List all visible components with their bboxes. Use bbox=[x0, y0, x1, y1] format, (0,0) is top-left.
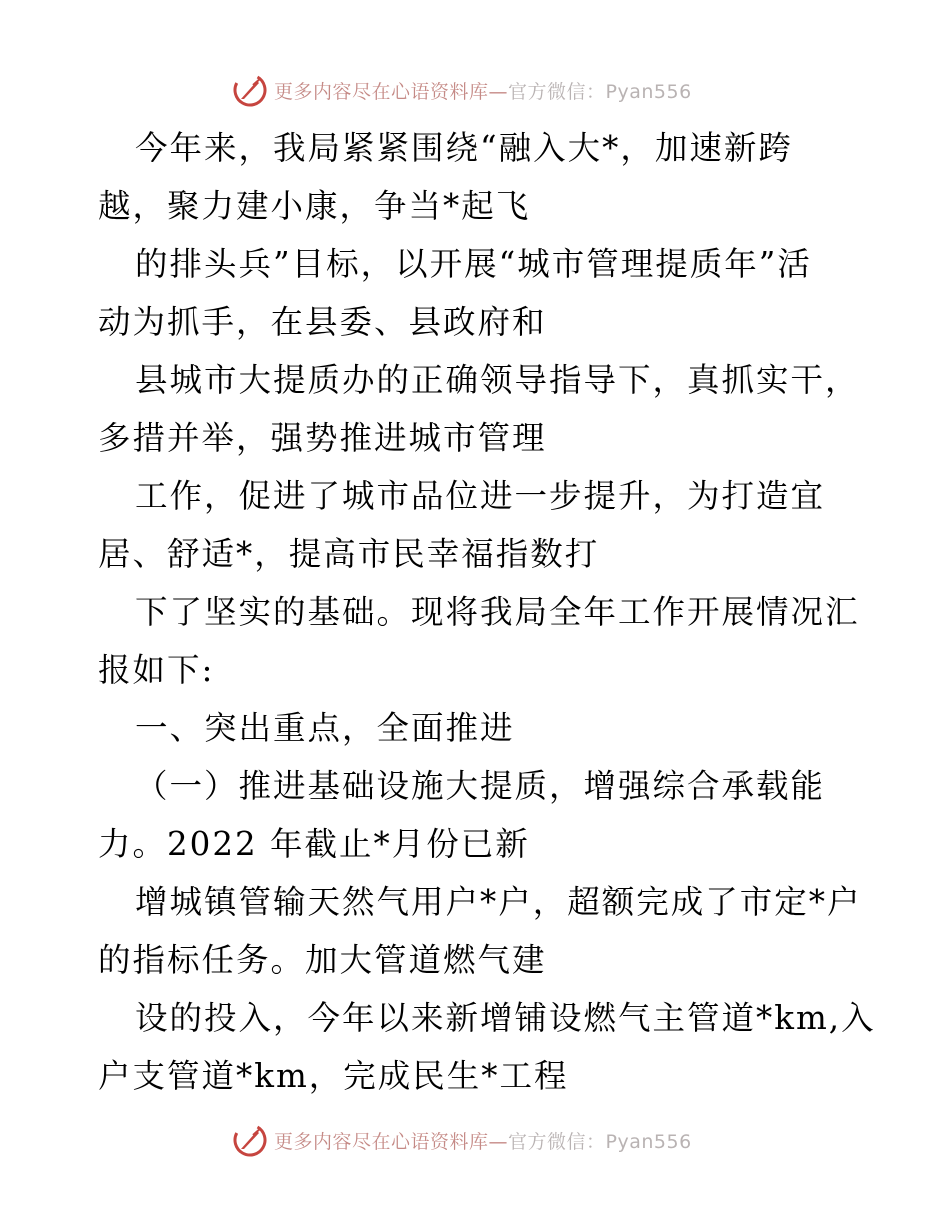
paragraph-line: 的排头兵”目标，以开展“城市管理提质年”活 bbox=[135, 245, 812, 283]
paragraph-line: 增城镇管输天然气用户*户，超额完成了市定*户 bbox=[135, 883, 862, 921]
paragraph-line: 工作，促进了城市品位进一步提升，为打造宜 bbox=[135, 477, 826, 515]
paragraph-line: 户支管道*km，完成民生*工程 bbox=[98, 1057, 569, 1095]
watermark-text: 更多内容尽在心语资料库—官方微信：Pyan556 bbox=[274, 1130, 692, 1153]
paragraph-line: （一）推进基础设施大提质，增强综合承载能 bbox=[135, 767, 826, 805]
section-heading: 一、突出重点，全面推进 bbox=[135, 709, 515, 747]
paragraph-line: 设的投入，今年以来新增铺设燃气主管道*km,入 bbox=[135, 999, 876, 1037]
watermark-footer bbox=[232, 1122, 692, 1158]
paragraph-line: 多措并举，强势推进城市管理 bbox=[98, 419, 547, 457]
paragraph-line: 县城市大提质办的正确领导指导下，真抓实干， bbox=[135, 361, 860, 399]
watermark-text: 更多内容尽在心语资料库—官方微信：Pyan556 bbox=[274, 80, 692, 103]
quill-logo-icon bbox=[232, 72, 268, 108]
watermark-header bbox=[232, 72, 692, 108]
paragraph-line: 越，聚力建小康，争当*起飞 bbox=[98, 187, 531, 225]
paragraph-line: 今年来，我局紧紧围绕“融入大*，加速新跨 bbox=[135, 129, 793, 167]
quill-logo-icon bbox=[232, 1122, 268, 1158]
paragraph-line: 的指标任务。加大管道燃气建 bbox=[98, 941, 547, 979]
paragraph-line: 居、舒适*，提高市民幸福指数打 bbox=[98, 535, 600, 573]
paragraph-line: 下了坚实的基础。现将我局全年工作开展情况汇 bbox=[135, 593, 860, 631]
paragraph-line: 报如下: bbox=[98, 651, 215, 689]
paragraph-line: 动为抓手，在县委、县政府和 bbox=[98, 303, 547, 341]
paragraph-line: 力。2022 年截止*月份已新 bbox=[98, 825, 530, 863]
